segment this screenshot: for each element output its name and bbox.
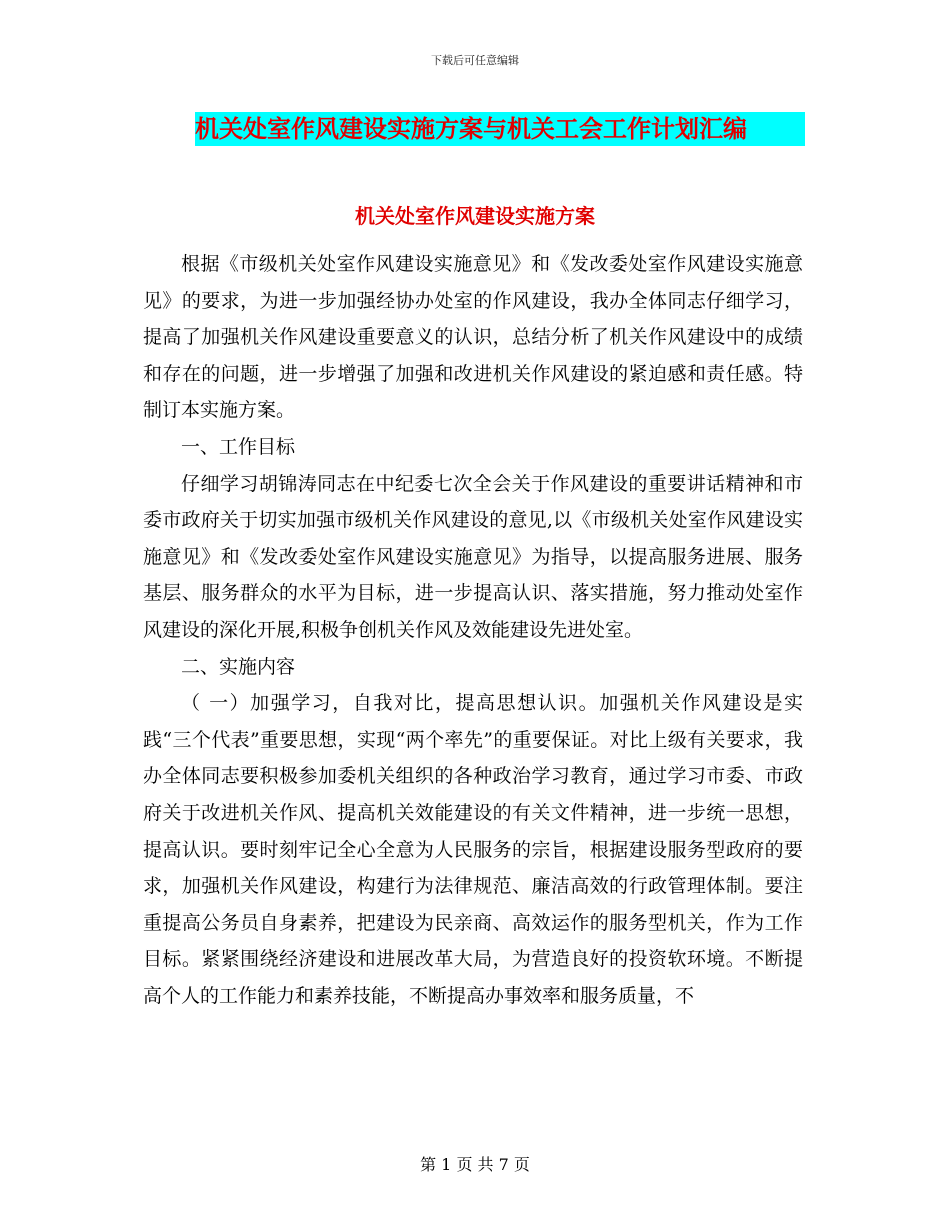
paragraph-implementation-1: （ 一）加强学习，自我对比，提高思想认识。加强机关作风建设是实践“三个代表”重要思想，实现“两个率先”的重要保证。对比上级有关要求，我办全体同志要积极参加委机关组织的各种政治学习教育，通过学习市委、市政府关于改进机关作风、提高机关效能建设的有关文件精神，进一步统一思想，提高认识。要时刻牢记全心全意为人民服务的宗旨，根据建设服务型政府的要求，加强机关作风建设，构建行为法律规范、廉洁高效的行政管理体制。要注重提高公务员自身素养，把建设为民亲商、高效运作的服务型机关，作为工作目标。紧紧围绕经济建设和进展改革大局，为营造良好的投资软环境。不断提高个人的工作能力和素养技能，不断提高办事效率和服务质量，不 [143, 692, 803, 1007]
main-title: 机关处室作风建设实施方案与机关工会工作计划汇编 [195, 115, 747, 143]
document-body [143, 246, 803, 1014]
heading-work-goal: 一、工作目标 [181, 435, 296, 458]
page-number: 第 1 页 共 7 页 [420, 1155, 530, 1174]
main-title-highlight [195, 112, 805, 146]
paragraph-intro: 根据《市级机关处室作风建设实施意见》和《发改委处室作风建设实施意见》的要求，为进一步加强经协办处室的作风建设，我办全体同志仔细学习，提高了加强机关作风建设重要意义的认识，总结分析了机关作风建设中的成绩和存在的问题，进一步增强了加强和改进机关作风建设的紧迫感和责任感。特制订本实施方案。 [143, 253, 803, 422]
header-note: 下载后可任意编辑 [431, 54, 519, 67]
heading-implementation: 二、实施内容 [181, 655, 296, 678]
sub-title: 机关处室作风建设实施方案 [355, 204, 595, 228]
paragraph-work-goal: 仔细学习胡锦涛同志在中纪委七次全会关于作风建设的重要讲话精神和市委市政府关于切实加强市级机关作风建设的意见,以《市级机关处室作风建设实施意见》和《发改委处室作风建设实施意见》为指导，以提高服务进展、服务基层、服务群众的水平为目标，进一步提高认识、落实措施，努力推动处室作风建设的深化开展,积极争创机关作风及效能建设先进处室。 [143, 472, 803, 641]
